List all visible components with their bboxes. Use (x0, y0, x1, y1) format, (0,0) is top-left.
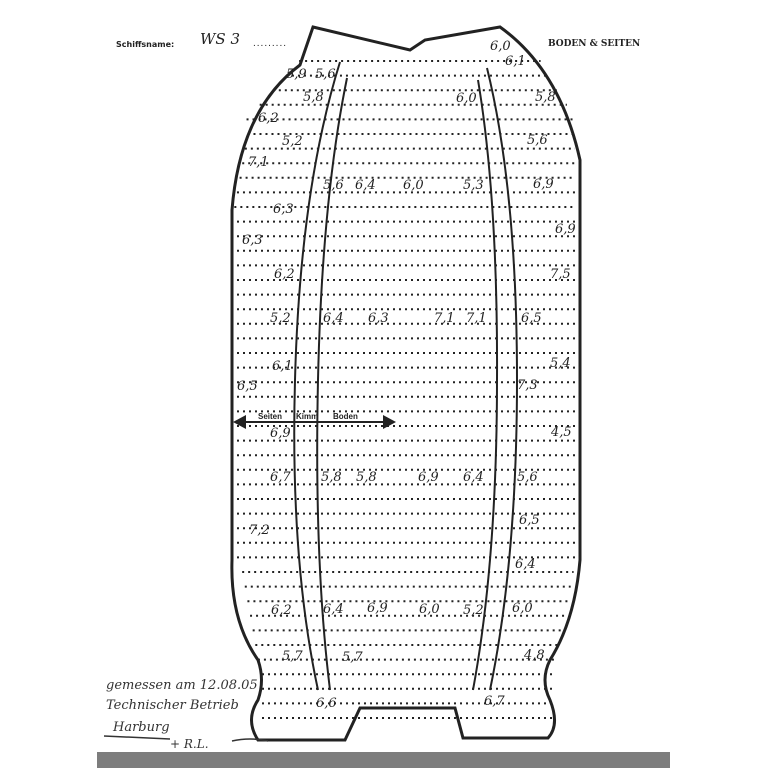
section-title: BODEN & SEITEN (548, 39, 641, 49)
arrow-head-left (233, 415, 246, 429)
thickness-value: 6,3 (242, 233, 263, 248)
thickness-value: 6,7 (484, 694, 505, 709)
thickness-value: 6,2 (274, 267, 295, 282)
thickness-value: 6,9 (533, 177, 554, 192)
thickness-values (237, 39, 576, 711)
thickness-value: 7,2 (249, 523, 270, 538)
thickness-value: 5,6 (323, 178, 344, 193)
thickness-value: 5,7 (342, 650, 363, 665)
thickness-value: 7,3 (517, 378, 538, 393)
thickness-value: 5,6 (315, 67, 336, 82)
thickness-value: 5,8 (356, 470, 377, 485)
thickness-value: 6,5 (519, 513, 540, 528)
signature-scribble: + R.L. (170, 737, 209, 751)
thickness-value: 6,2 (258, 111, 279, 126)
thickness-value: 6,4 (323, 311, 344, 326)
thickness-value: 4,8 (524, 648, 545, 663)
thickness-value: 7,1 (434, 311, 455, 326)
thickness-value: 5,6 (517, 470, 538, 485)
thickness-value: 7,1 (466, 311, 487, 326)
thickness-value: 5,2 (270, 311, 291, 326)
bottom-bar (97, 752, 670, 768)
thickness-value: 5,8 (321, 470, 342, 485)
signature-line-2: Technischer Betrieb (106, 698, 239, 713)
thickness-value: 6,4 (355, 178, 376, 193)
thickness-value: 5,8 (535, 90, 556, 105)
thickness-value: 7,1 (248, 155, 269, 170)
thickness-value: 5,3 (463, 178, 484, 193)
legend-boden: Boden (333, 412, 358, 421)
thickness-value: 6,3 (368, 311, 389, 326)
ship-name-label: Schiffsname: (116, 40, 175, 49)
thickness-value: 6,7 (270, 470, 291, 485)
thickness-value: 6,9 (555, 222, 576, 237)
thickness-value: 6,9 (418, 470, 439, 485)
thickness-value: 6,0 (403, 178, 424, 193)
legend-kimm: Kimm (296, 412, 319, 421)
ship-name-value: WS 3 (200, 30, 241, 48)
thickness-value: 5,8 (303, 90, 324, 105)
frame-line-right-outer (487, 68, 517, 690)
thickness-value: 5,9 (286, 67, 307, 82)
thickness-value: 6,2 (271, 603, 292, 618)
signature-line-1: gemessen am 12.08.05 (106, 678, 258, 693)
thickness-value: 6,0 (512, 601, 533, 616)
thickness-value: 6,5 (521, 311, 542, 326)
frame-line-left-inner (317, 78, 347, 690)
thickness-value: 5,4 (550, 356, 571, 371)
thickness-value: 6,9 (367, 601, 388, 616)
frame-line-right-inner (473, 80, 497, 690)
thickness-value: 6,4 (463, 470, 484, 485)
thickness-value: 5,2 (282, 134, 303, 149)
thickness-value: 7,5 (550, 267, 571, 282)
thickness-value: 5,2 (463, 603, 484, 618)
signature-line-3: Harburg (113, 720, 170, 735)
thickness-value: 6,1 (272, 359, 293, 374)
thickness-value: 6,0 (456, 91, 477, 106)
thickness-value: 6,0 (419, 602, 440, 617)
thickness-value: 6,3 (273, 202, 294, 217)
thickness-value: 6,5 (237, 379, 258, 394)
thickness-value: 6,1 (505, 54, 526, 69)
legend-seiten: Seiten (258, 412, 283, 421)
thickness-value: 6,4 (515, 557, 536, 572)
thickness-value: 5,6 (527, 133, 548, 148)
ship-name-dotted-line: ......... (253, 38, 288, 49)
thickness-value: 6,9 (270, 426, 291, 441)
thickness-value: 6,0 (490, 39, 511, 54)
thickness-value: 6,4 (323, 602, 344, 617)
thickness-value: 4,5 (551, 425, 572, 440)
thickness-value: 6,6 (316, 696, 337, 711)
thickness-value: 5,7 (282, 649, 303, 664)
